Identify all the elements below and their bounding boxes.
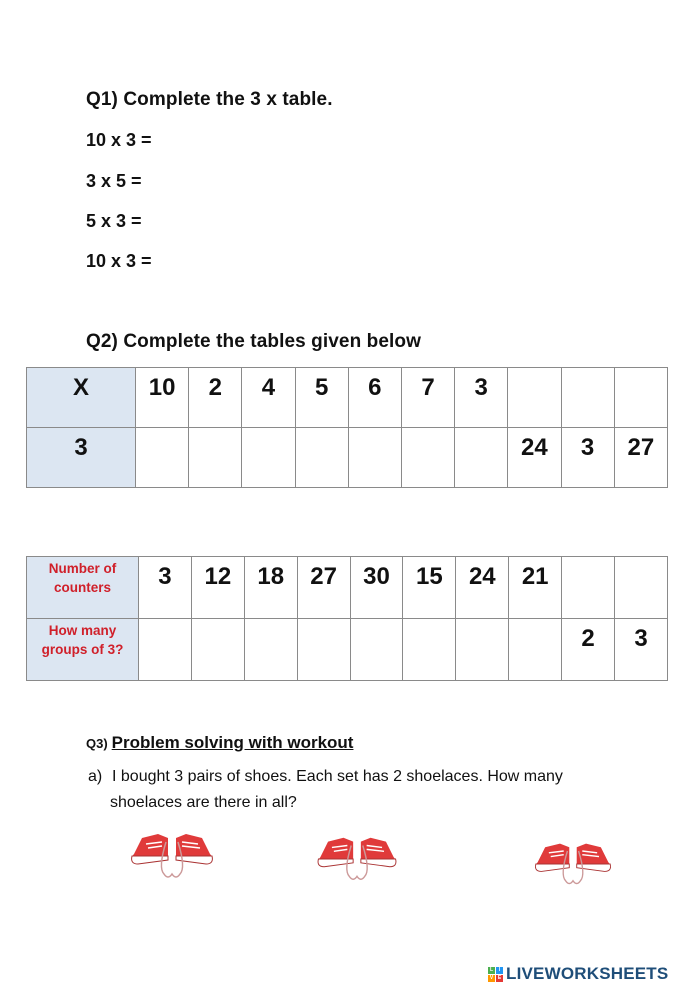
groups-table (26, 556, 668, 681)
answer-cell[interactable] (562, 557, 615, 619)
table-cell: 6 (348, 368, 401, 428)
answer-cell[interactable] (401, 428, 454, 488)
q2-title: Q2) Complete the tables given below (86, 331, 422, 352)
answer-cell[interactable] (297, 619, 350, 681)
q1-title: Q1) Complete the 3 x table. (86, 89, 333, 110)
table-row (27, 428, 668, 488)
q3-item-a-text: I bought 3 pairs of shoes. Each set has 2 shoelaces. How many (112, 768, 563, 785)
sneakers-pair-icon (128, 828, 216, 884)
table-cell: 2 (562, 619, 615, 681)
table-cell: 27 (614, 428, 667, 488)
q3-title: Problem solving with workout (111, 733, 354, 752)
table-cell: 3 (455, 368, 508, 428)
table-cell: 27 (297, 557, 350, 619)
q3-item-a-text-line2: shoelaces are there in all? (110, 794, 297, 811)
times-table-1 (26, 367, 668, 488)
table-cell: 24 (508, 428, 561, 488)
q3-item-a-marker: a) (88, 768, 103, 785)
answer-cell[interactable] (350, 619, 403, 681)
table-cell: 3 (139, 557, 192, 619)
table-cell: 4 (242, 368, 295, 428)
answer-cell[interactable] (509, 619, 562, 681)
row-header-x: X (27, 368, 136, 428)
q3-heading (86, 733, 353, 753)
answer-cell[interactable] (242, 428, 295, 488)
table-cell: 21 (509, 557, 562, 619)
answer-cell[interactable] (348, 428, 401, 488)
table-row (27, 619, 668, 681)
answer-cell[interactable] (139, 619, 192, 681)
table-cell: 18 (244, 557, 297, 619)
answer-cell[interactable] (403, 619, 456, 681)
table-cell: 30 (350, 557, 403, 619)
table-cell: 24 (456, 557, 509, 619)
answer-cell[interactable] (615, 557, 668, 619)
q1-equation: 5 x 3 = (86, 211, 142, 231)
answer-cell[interactable] (456, 619, 509, 681)
answer-cell[interactable] (295, 428, 348, 488)
table-row (27, 368, 668, 428)
table-cell: 12 (191, 557, 244, 619)
table-cell: 2 (189, 368, 242, 428)
q1-equation: 10 x 3 = (86, 130, 152, 150)
q1-equation: 10 x 3 = (86, 251, 152, 271)
table-cell: 10 (136, 368, 189, 428)
table-cell: 5 (295, 368, 348, 428)
table-cell: 3 (615, 619, 668, 681)
q3-prefix: Q3) (86, 736, 108, 751)
sneakers-pair-icon (314, 832, 400, 886)
liveworksheets-logo (488, 964, 668, 984)
answer-cell[interactable] (136, 428, 189, 488)
table-cell: 15 (403, 557, 456, 619)
q1-equation: 3 x 5 = (86, 171, 142, 191)
answer-cell[interactable] (508, 368, 561, 428)
answer-cell[interactable] (561, 368, 614, 428)
sneakers-pair-icon (532, 838, 614, 890)
answer-cell[interactable] (191, 619, 244, 681)
table-row (27, 557, 668, 619)
row-header-counters: Number of counters (27, 557, 139, 619)
answer-cell[interactable] (244, 619, 297, 681)
table-cell: 3 (561, 428, 614, 488)
answer-cell[interactable] (189, 428, 242, 488)
table-cell: 7 (401, 368, 454, 428)
logo-blocks-icon: L I V E (489, 966, 502, 981)
answer-cell[interactable] (614, 368, 667, 428)
row-header-3: 3 (27, 428, 136, 488)
row-header-groups: How many groups of 3? (27, 619, 139, 681)
answer-cell[interactable] (455, 428, 508, 488)
logo-text: LIVEWORKSHEETS (506, 964, 669, 983)
